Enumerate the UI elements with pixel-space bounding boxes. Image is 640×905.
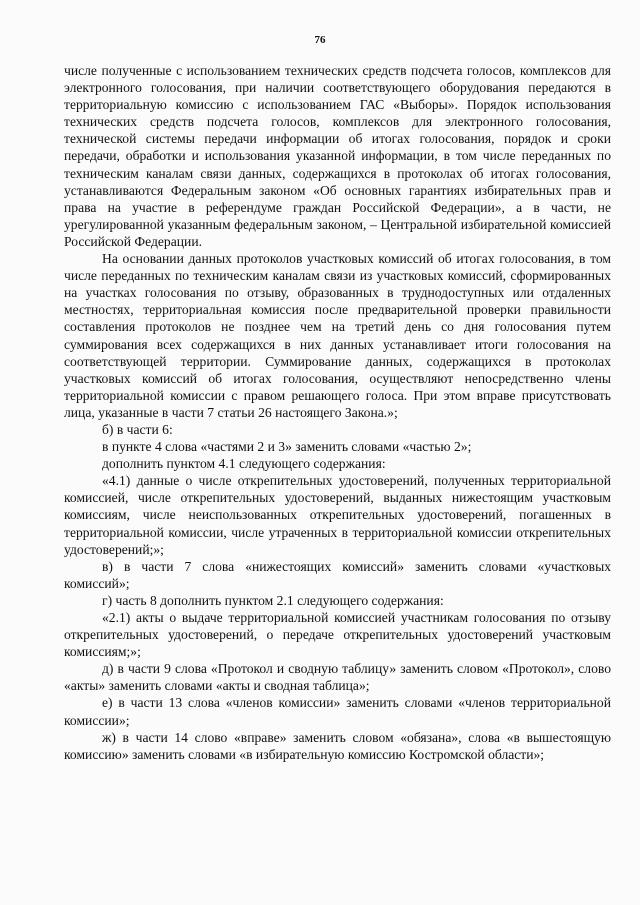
paragraph: е) в части 13 слова «членов комиссии» заменить словами «членов территориальной комиссии»; [64, 695, 611, 728]
paragraph: На основании данных протоколов участковых комиссий об итогах голосования, в том числе переданных по техническим каналам связи из участковых комиссий, сформированных на участках голосования по отзыву, образованных в труднодоступных или отдаленных местностях, территориальная комиссия после предварительной проверки правильности составления протоколов не позднее чем на третий день со дня голосования путем суммирования всех содержащихся в них данных устанавливает итоги голосования на соответствующей территории. Суммирование данных, содержащихся в протоколах участковых комиссий об итогах голосования, осуществляют непосредственно члены территориальной комиссии с правом решающего голоса. При этом вправе присутствовать лица, указанные в части 7 статьи 26 настоящего Закона.»; [64, 251, 611, 420]
paragraph: б) в части 6: [102, 421, 173, 437]
paragraph: дополнить пунктом 4.1 следующего содержания: [102, 456, 386, 472]
paragraph: г) часть 8 дополнить пунктом 2.1 следующего содержания: [102, 592, 444, 608]
paragraph: д) в части 9 слова «Протокол и сводную таблицу» заменить словом «Протокол», слово «акты» заменить словами «акты и сводная таблица»; [64, 661, 611, 694]
paragraph: «2.1) акты о выдаче территориальной комиссией участникам голосования по отзыву открепительных удостоверений, о передаче открепительных удостоверений участковым комиссиям;»; [64, 610, 611, 660]
paragraph: в) в части 7 слова «нижестоящих комиссий» заменить словами «участковых комиссий»; [64, 558, 611, 591]
paragraph: в пункте 4 слова «частями 2 и 3» заменить словами «частью 2»; [102, 439, 472, 455]
paragraph: «4.1) данные о числе открепительных удостоверений, полученных территориальной комиссией, числе открепительных удостоверений, выданных нижестоящим участковым комиссиям, числе неиспользованных открепительных удостоверений, погашенных в территориальной комиссии, числе утраченных в территориальной комиссии открепительных удостоверений;»; [64, 473, 611, 557]
paragraph: ж) в части 14 слово «вправе» заменить словом «обязана», слова «в вышестоящую комиссию» заменить словами «в избирательную комиссию Костромской области»; [64, 729, 611, 762]
document-body [64, 62, 611, 763]
paragraph: числе полученные с использованием технических средств подсчета голосов, комплексов для электронного голосования, при наличии соответствующего оборудования передаются в территориальную комиссию с использованием ГАС «Выборы». Порядок использования технических средств подсчета голосов, комплексов для электронного голосования, технической системы передачи информации об итогах голосования, порядок и сроки передачи, обработки и использования указанной информации, в том числе переданных по техническим каналам связи данных, содержащихся в протоколах об итогах голосования, устанавливаются Федеральным законом «Об основных гарантиях избирательных прав и права на участие в референдуме граждан Российской Федерации», а в части, не урегулированной указанным федеральным законом, – Центральной избирательной комиссией Российской Федерации. [64, 63, 611, 249]
page-number: 76 [314, 34, 326, 46]
